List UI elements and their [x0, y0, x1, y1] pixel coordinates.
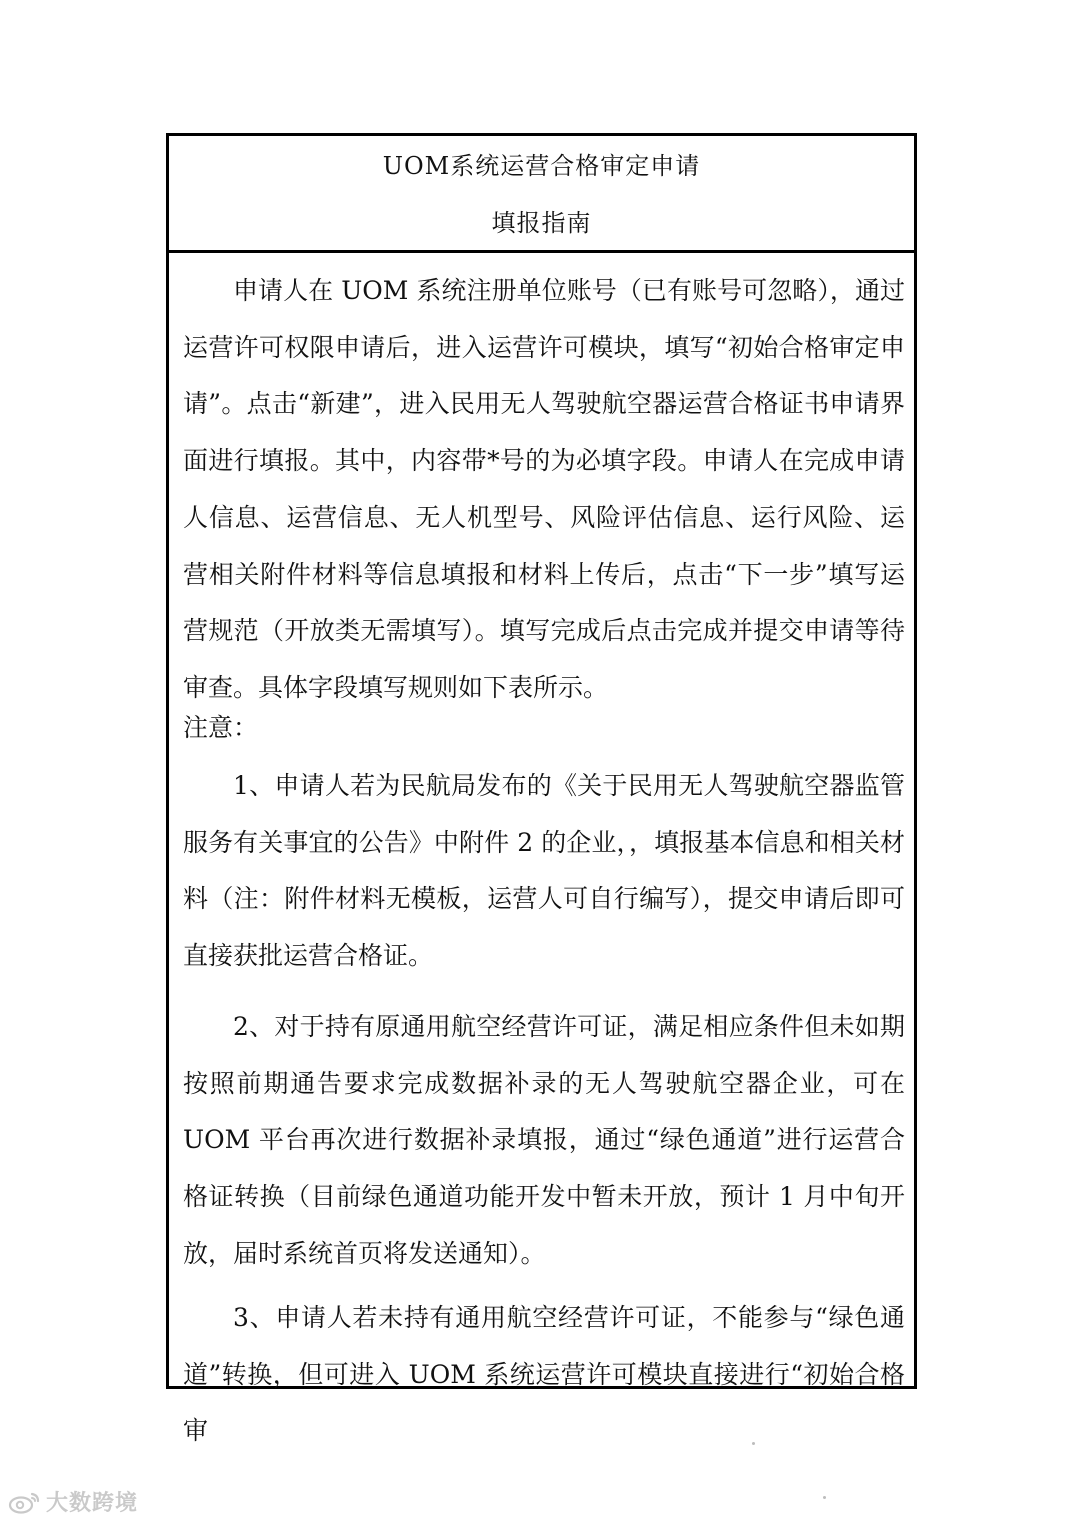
- note-label: 注意：: [183, 713, 259, 742]
- intro-paragraph: 申请人在 UOM 系统注册单位账号（已有账号可忽略），通过运营许可权限申请后，进入运营许可模块，填写“初始合格审定申请”。点击“新建”，进入民用无人驾驶航空器运营合格证书申请界面进行填报。其中，内容带*号的为必填字段。申请人在完成申请人信息、运营信息、无人机型号、风险评估信息、运行风险、运营相关附件材料等信息填报和材料上传后，点击“下一步”填写运营规范（开放类无需填写）。填写完成后点击完成并提交申请等待审查。具体字段填写规则如下表所示。: [183, 276, 905, 702]
- note-item-1: 1、申请人若为民航局发布的《关于民用无人驾驶航空器监管服务有关事宜的公告》中附件 2 的企业，，填报基本信息和相关材料（注：附件材料无模板，运营人可自行编写），提交申请后即可直接获批运营合格证。: [183, 771, 905, 971]
- table-header: [169, 136, 914, 253]
- document-subtitle: 填报指南: [491, 209, 592, 237]
- watermark: [8, 1486, 138, 1517]
- watermark-text: 大数跨境: [46, 1491, 139, 1516]
- document-title: UOM系统运营合格审定申请: [382, 152, 701, 180]
- table-body: [169, 253, 914, 1446]
- scan-speck: [752, 1442, 755, 1445]
- scan-speck: [823, 1496, 826, 1499]
- guide-table: [166, 133, 917, 1446]
- note-item-2: 2、对于持有原通用航空经营许可证，满足相应条件但未如期按照前期通告要求完成数据补录的无人驾驶航空器企业，可在 UOM 平台再次进行数据补录填报，通过“绿色通道”进行运营合格证转换（目前绿色通道功能开发中暂未开放，预计 1 月中旬开放，届时系统首页将发送通知）。: [183, 1012, 905, 1268]
- note-item-3: 3、申请人若未持有通用航空经营许可证，不能参与“绿色通道”转换，但可进入 UOM 系统运营许可模块直接进行“初始合格审: [183, 1303, 905, 1446]
- weibo-logo-icon: [8, 1490, 42, 1514]
